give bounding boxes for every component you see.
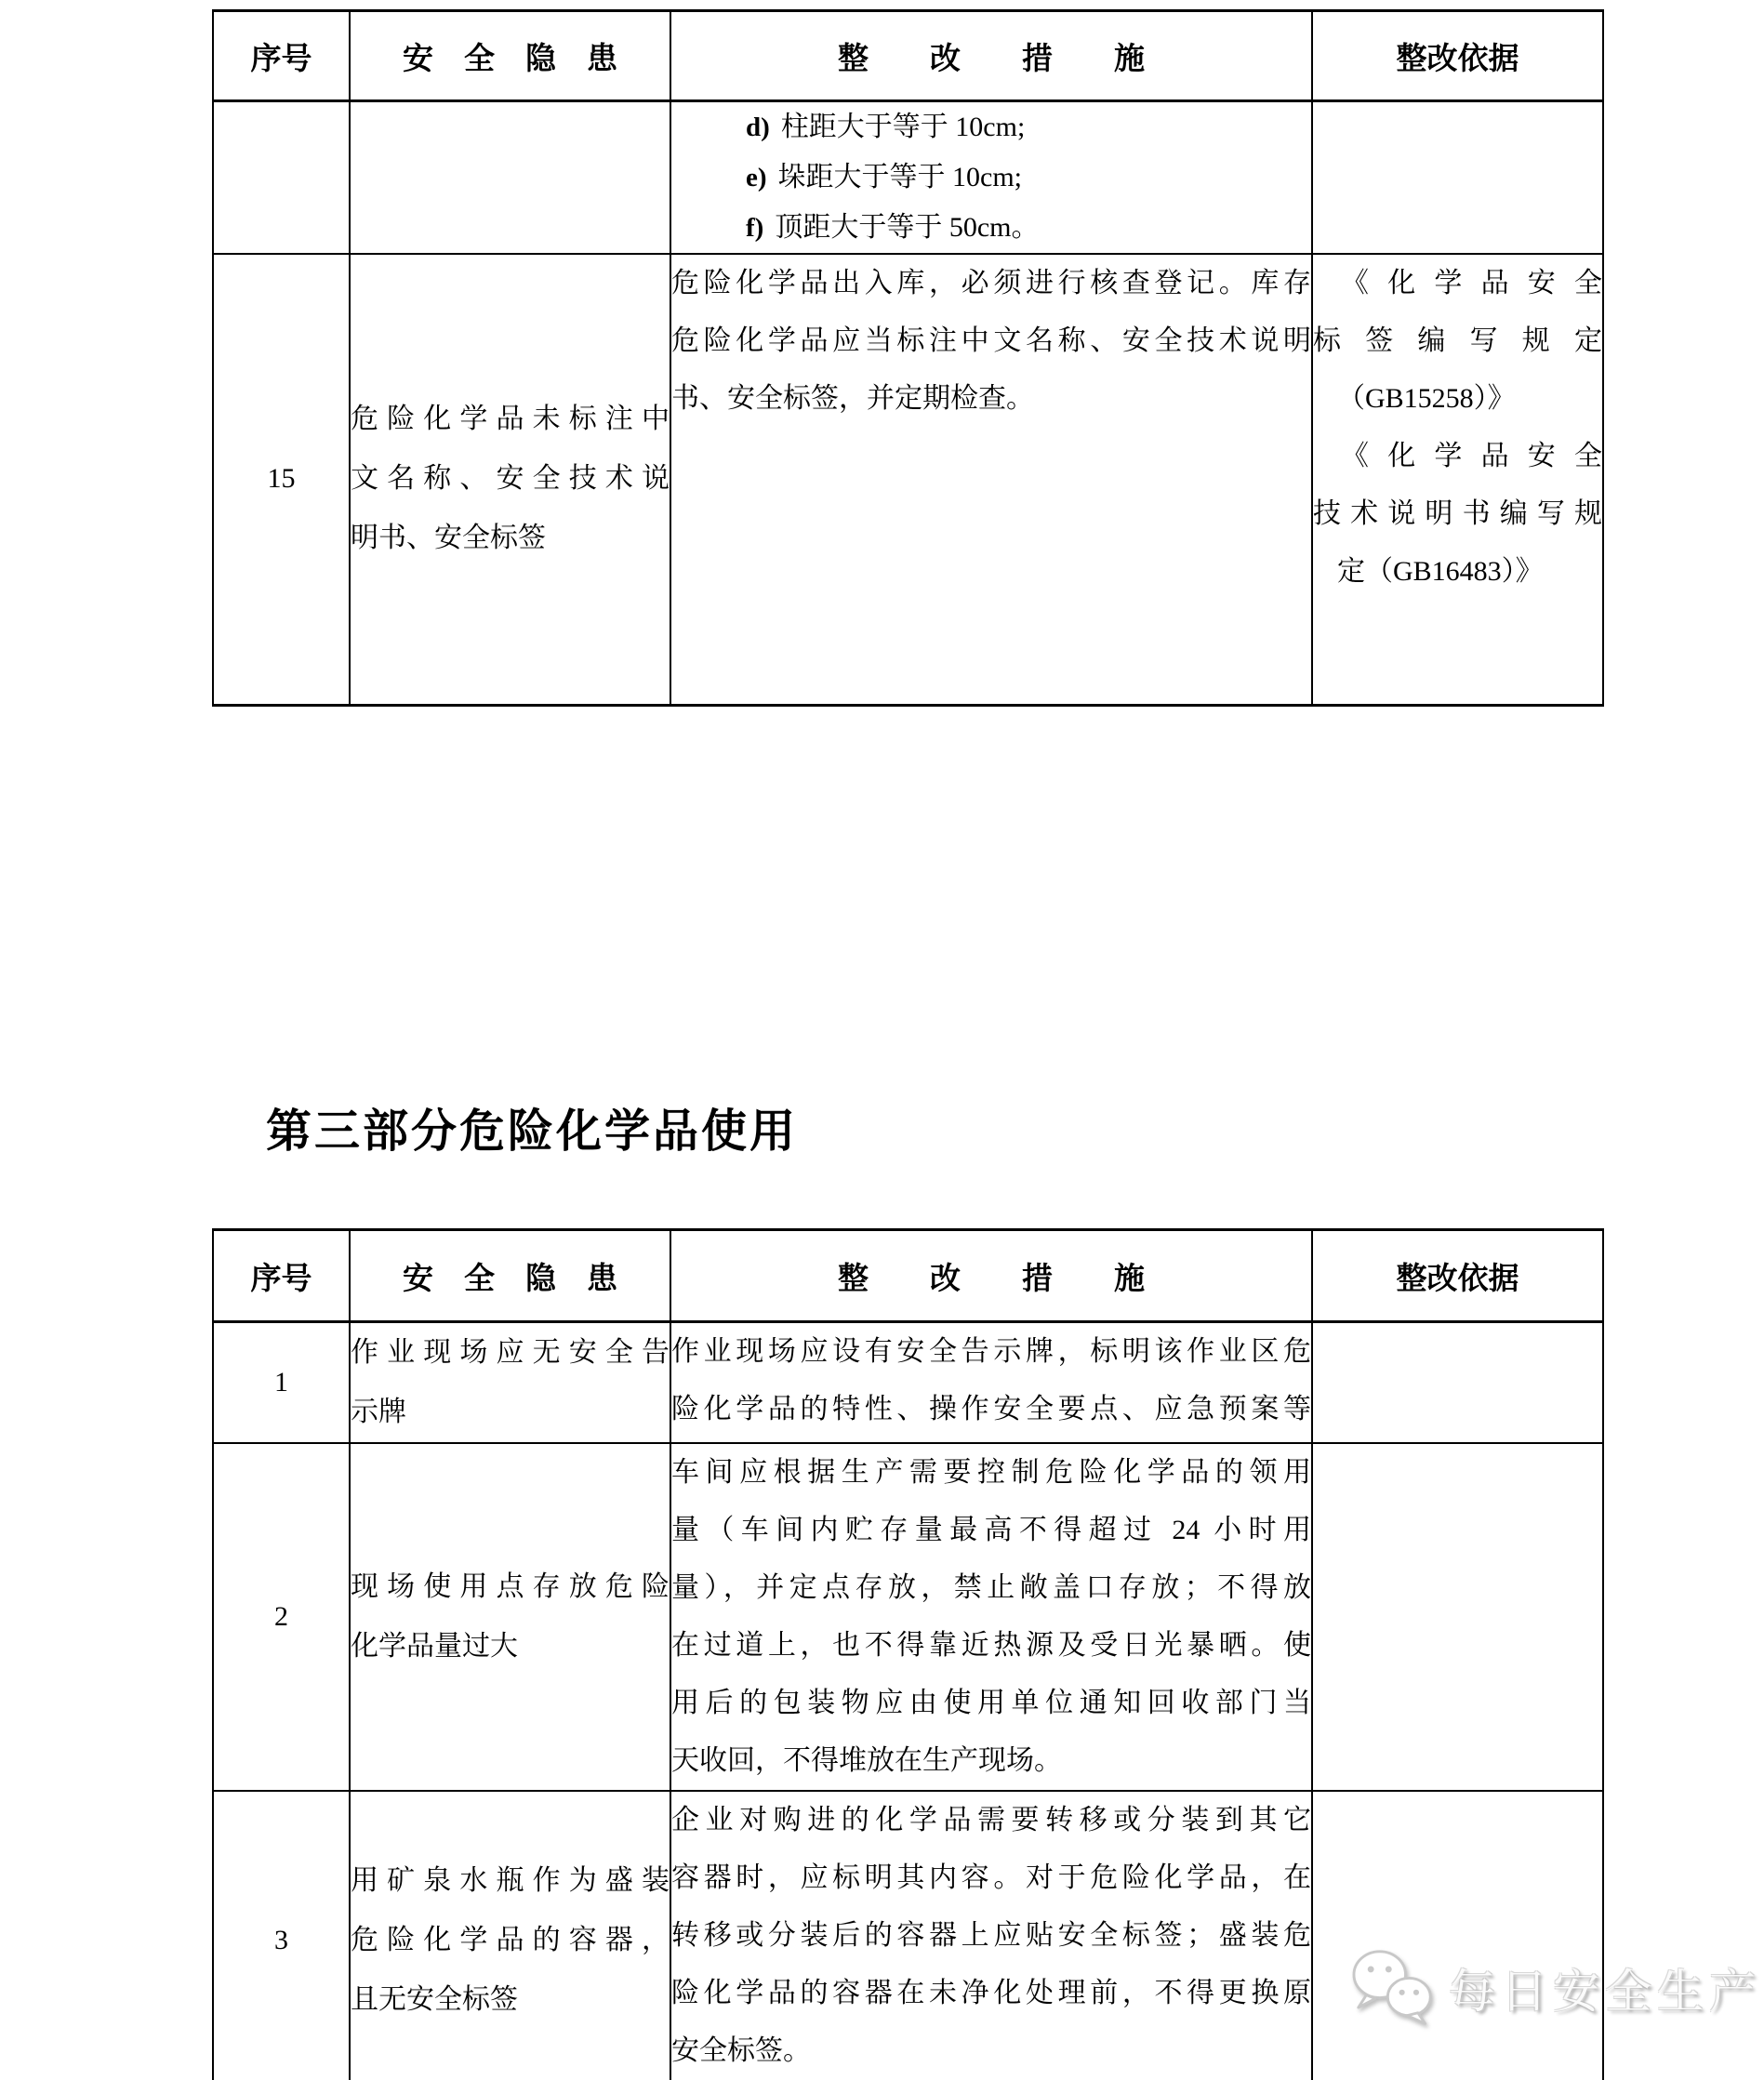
text-line: 险化学品的特性、操作安全要点、应急预案等: [671, 1394, 1311, 1424]
cell-basis-empty: [1312, 1791, 1603, 2080]
table2-header-row: [213, 1230, 1603, 1322]
list-text: 顶距大于等于 50cm。: [775, 212, 1040, 243]
text-line: 转移或分装后的容器上应贴安全标签；盛装危: [671, 1920, 1311, 1951]
list-text: 柱距大于等于 10cm;: [780, 112, 1026, 142]
basis-ref2-line3: 定（GB16483）》: [1337, 556, 1544, 587]
table2-header-measure: 整 改 措 施: [670, 1230, 1312, 1322]
text-line: 作业现场应设有安全告示牌，标明该作业区危: [671, 1336, 1311, 1367]
text-line: 危险化学品应当标注中文名称、安全技术说明: [671, 325, 1311, 356]
text-line: 险化学品的容器在未净化处理前，不得更换原: [671, 1978, 1311, 2008]
table1-header-index: 序号: [213, 11, 350, 101]
list-item-d: [671, 102, 1311, 152]
list-item-f: [671, 203, 1311, 253]
table1-header-hazard: 安 全 隐 患: [350, 11, 670, 101]
table2-row-2: [213, 1443, 1603, 1791]
text-line: 量），并定点存放，禁止敞盖口存放；不得放: [671, 1572, 1311, 1603]
table2-row-1: [213, 1322, 1603, 1444]
watermark-label: 每日安全生产: [1449, 1966, 1761, 2018]
table1-row-15: [213, 254, 1603, 705]
table2-row-3: [213, 1791, 1603, 2080]
list-item-e: [671, 152, 1311, 203]
cell-measure: [670, 1322, 1312, 1444]
list-text: 垛距大于等于 10cm;: [777, 162, 1023, 192]
text-line: 用矿泉水瓶作为盛装: [351, 1865, 670, 1897]
text-line: 现场使用点存放危险: [351, 1571, 670, 1602]
text-line: 化学品量过大: [351, 1631, 518, 1662]
cell-hazard: [350, 1322, 670, 1444]
text-line: 容器时，应标明其内容。对于危险化学品，在: [671, 1862, 1311, 1893]
text-line: 危险化学品出入库，必须进行核查登记。库存: [671, 268, 1311, 298]
table1-header-basis: 整改依据: [1312, 11, 1603, 101]
basis-ref1-line2: 标签编写规定: [1313, 325, 1602, 356]
text-line: 示牌: [351, 1397, 406, 1427]
basis-ref1-line3: （GB15258）》: [1337, 383, 1516, 414]
text-line: 量（车间内贮存量最高不得超过 24 小时用: [671, 1515, 1311, 1545]
table1-continuation-row: [213, 101, 1603, 255]
text-line: 在过道上，也不得靠近热源及受日光暴晒。使: [671, 1630, 1311, 1661]
text-line: 车间应根据生产需要控制危险化学品的领用: [671, 1457, 1311, 1488]
text-line: 且无安全标签: [351, 1984, 518, 2016]
table1-header-row: [213, 11, 1603, 101]
table2-header-index: 序号: [213, 1230, 350, 1322]
list-marker: d): [746, 113, 770, 142]
table2-header-hazard: 安 全 隐 患: [350, 1230, 670, 1322]
cell-basis-empty: [1312, 1322, 1603, 1444]
text-line: 安全标签。: [671, 2035, 811, 2066]
text-line: 文名称、安全技术说: [351, 463, 670, 495]
list-marker: e): [746, 163, 767, 192]
text-line: 作业现场应无安全告: [351, 1337, 670, 1368]
cell-measure: [670, 254, 1312, 705]
cell-index-empty: [213, 101, 350, 255]
cell-index: 1: [213, 1322, 350, 1444]
cell-hazard: [350, 1791, 670, 2080]
cell-hazard: [350, 1443, 670, 1791]
text-line: 书、安全标签，并定期检查。: [671, 383, 1034, 414]
usage-hazard-table: [212, 1228, 1604, 2080]
cell-hazard-empty: [350, 101, 670, 255]
text-line: 危险化学品的容器，: [351, 1925, 670, 1956]
table1-header-measure: 整 改 措 施: [670, 11, 1312, 101]
cell-measure-list: [670, 101, 1312, 255]
cell-basis-empty: [1312, 101, 1603, 255]
table2-header-basis: 整改依据: [1312, 1230, 1603, 1322]
text-line: 用后的包装物应由使用单位通知回收部门当: [671, 1688, 1311, 1718]
basis-ref1-line1: 《化学品安全: [1341, 268, 1602, 298]
cell-measure: [670, 1791, 1312, 2080]
text-line: 天收回，不得堆放在生产现场。: [671, 1745, 1062, 1776]
list-marker: f): [746, 213, 764, 243]
storage-hazard-table: [212, 9, 1604, 707]
text-line: 企业对购进的化学品需要转移或分装到其它: [671, 1805, 1311, 1835]
cell-index: 3: [213, 1791, 350, 2080]
basis-ref2-line2: 技术说明书编写规: [1313, 498, 1602, 529]
cell-basis: [1312, 254, 1603, 705]
text-line: 明书、安全标签: [351, 523, 546, 554]
basis-ref2-line1: 《化学品安全: [1341, 441, 1602, 471]
text-line: 危险化学品未标注中: [351, 404, 670, 435]
section-title: 第三部分危险化学品使用: [266, 1106, 799, 1157]
cell-measure: [670, 1443, 1312, 1791]
cell-index: 2: [213, 1443, 350, 1791]
cell-basis-empty: [1312, 1443, 1603, 1791]
cell-hazard: [350, 254, 670, 705]
cell-index: 15: [213, 254, 350, 705]
